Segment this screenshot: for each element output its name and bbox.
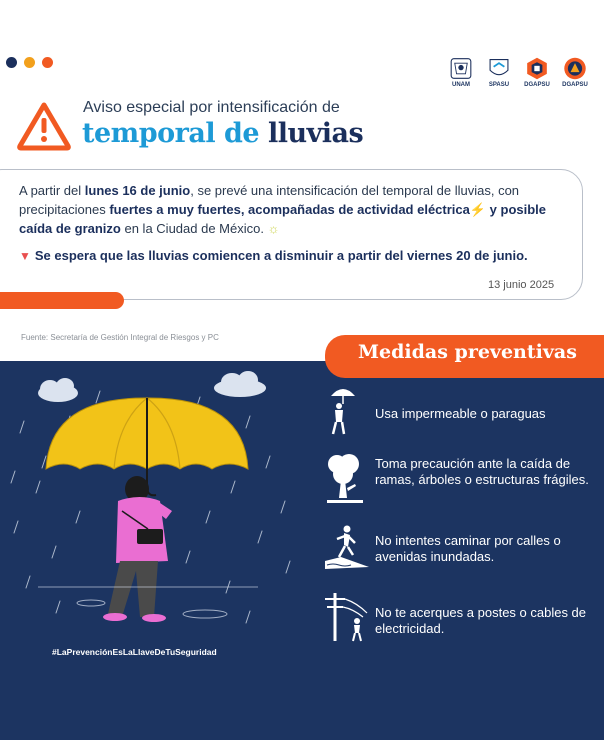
accent-bar [0, 292, 124, 309]
source-credit: Fuente: Secretaría de Gestión Integral de Riesgos y PC [21, 333, 219, 342]
cloud-right [214, 371, 266, 397]
unam-logo: UNAM [446, 56, 476, 88]
measure-item-1: Usa impermeable o paraguas [323, 384, 593, 444]
notice-text: A partir del lunes 16 de junio, se prevé una intensificación del temporal de lluvias, con precipitaciones fuertes a muy fuertes, acompañadas de actividad eléctrica⚡ y posible caída de granizo en la Ciudad de México. ☼ [19, 183, 547, 236]
dgapsu-logo-1: DGAPSU [522, 56, 552, 88]
flooded-street-icon [323, 523, 371, 575]
cloud-left [38, 378, 78, 402]
institution-logos [446, 56, 590, 88]
spasu-logo: SPASU [484, 56, 514, 88]
alert-line: ▼ Se espera que las lluvias comiencen a disminuir a partir del viernes 20 de junio. [19, 248, 528, 263]
window-dots [6, 57, 53, 68]
falling-tree-icon [323, 452, 371, 504]
warning-icon [17, 101, 71, 151]
header-title: temporal de lluvias [82, 118, 364, 149]
notice-date: 13 junio 2025 [488, 279, 555, 291]
dot-yellow [24, 57, 35, 68]
dgapsu-logo-2: DGAPSU [560, 56, 590, 88]
hashtag: #LaPrevenciónEsLaLlaveDeTuSeguridad [52, 647, 217, 657]
dot-orange [42, 57, 53, 68]
power-pole-icon [323, 591, 371, 643]
umbrella-person-icon [323, 384, 371, 436]
lightning-icon: ⚡ [469, 202, 487, 217]
hail-icon: ☼ [267, 221, 280, 236]
header-subtitle: Aviso especial por intensificación de [83, 99, 340, 116]
measure-item-3: No intentes caminar por calles o avenidas inundadas. [323, 523, 593, 583]
measure-item-4: No te acerques a postes o cables de electricidad. [323, 591, 593, 651]
down-triangle-icon: ▼ [19, 249, 31, 263]
measure-item-2: Toma precaución ante la caída de ramas, árboles o estructuras frágiles. [323, 452, 593, 512]
dot-navy [6, 57, 17, 68]
rain-umbrella-illustration [0, 361, 320, 641]
measures-title: Medidas preventivas [358, 341, 577, 363]
